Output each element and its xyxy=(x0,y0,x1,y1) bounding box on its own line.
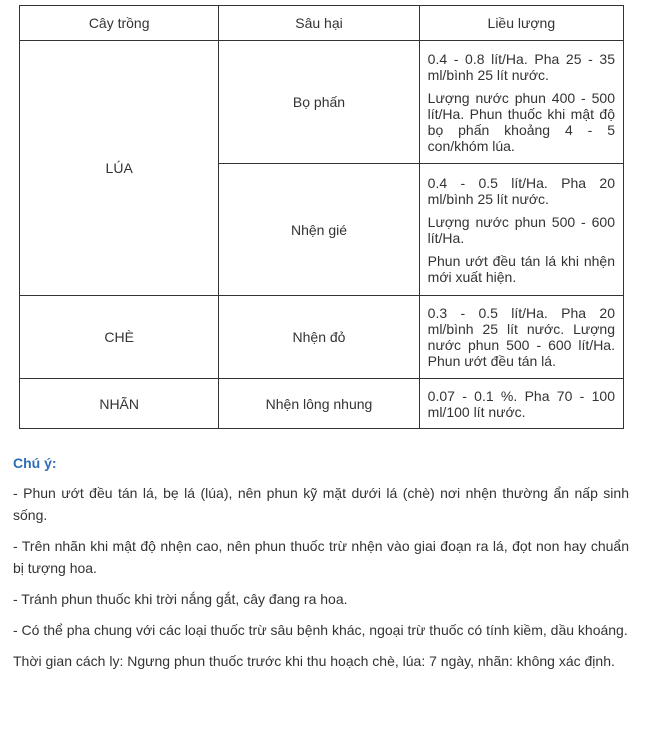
table-row xyxy=(20,379,624,429)
dose-cell-nhen-long-nhung xyxy=(419,379,623,429)
table-row xyxy=(20,296,624,379)
dose-cell-nhen-gie xyxy=(419,164,623,296)
table-row xyxy=(20,41,624,164)
isolation-period: Thời gian cách ly: Ngưng phun thuốc trước khi thu hoạch chè, lúa: 7 ngày, nhãn: không xác định. xyxy=(13,653,615,669)
pest-cell-bo-phan: Bọ phấn xyxy=(219,41,419,164)
note-item: - Tránh phun thuốc khi trời nắng gắt, cây đang ra hoa. xyxy=(13,591,348,607)
crop-cell-nhan: NHÃN xyxy=(20,379,219,429)
dose-text: 0.4 - 0.8 lít/Ha. Pha 25 - 35 ml/bình 25 lít nước. xyxy=(427,50,615,83)
dosage-table xyxy=(19,5,624,429)
dose-text: Phun ướt đều tán lá khi nhện mới xuất hiện. xyxy=(427,252,615,285)
note-item: - Trên nhãn khi mật độ nhện cao, nên phun thuốc trừ nhện vào giai đoạn ra lá, đọt non hay chuẩn bị tượng hoa. xyxy=(13,538,629,576)
dose-cell-nhen-do xyxy=(419,296,623,379)
dose-text: 0.3 - 0.5 lít/Ha. Pha 20 ml/bình 25 lít nước. Lượng nước phun 500 - 600 lít/Ha. Phun ướt đều tán lá. xyxy=(427,305,615,369)
table-header-row xyxy=(20,6,624,41)
dose-cell-bo-phan xyxy=(419,41,623,164)
pest-cell-nhen-long-nhung: Nhện lông nhung xyxy=(219,379,419,429)
note-item: - Phun ướt đều tán lá, bẹ lá (lúa), nên phun kỹ mặt dưới lá (chè) nơi nhện thường ẩn nấp sinh sống. xyxy=(13,485,629,523)
pest-cell-nhen-gie: Nhện gié xyxy=(219,164,419,296)
crop-cell-lua: LÚA xyxy=(20,41,219,296)
header-crop: Cây trồng xyxy=(20,6,219,41)
dose-text: 0.07 - 0.1 %. Pha 70 - 100 ml/100 lít nước. xyxy=(427,387,615,420)
dose-text: Lượng nước phun 500 - 600 lít/Ha. xyxy=(427,213,615,246)
pest-cell-nhen-do: Nhện đỏ xyxy=(219,296,419,379)
dose-text: 0.4 - 0.5 lít/Ha. Pha 20 ml/bình 25 lít nước. xyxy=(427,174,615,207)
notes-title: Chú ý: xyxy=(13,455,57,471)
crop-cell-che: CHÈ xyxy=(20,296,219,379)
header-pest: Sâu hại xyxy=(219,6,419,41)
notes-section xyxy=(13,452,629,681)
note-item: - Có thể pha chung với các loại thuốc trừ sâu bệnh khác, ngoại trừ thuốc có tính kiềm, dầu khoáng. xyxy=(13,622,628,638)
dose-text: Lượng nước phun 400 - 500 lít/Ha. Phun thuốc khi mật độ bọ phấn khoảng 4 - 5 con/khóm lúa. xyxy=(427,89,615,154)
header-dose: Liều lượng xyxy=(419,6,623,41)
